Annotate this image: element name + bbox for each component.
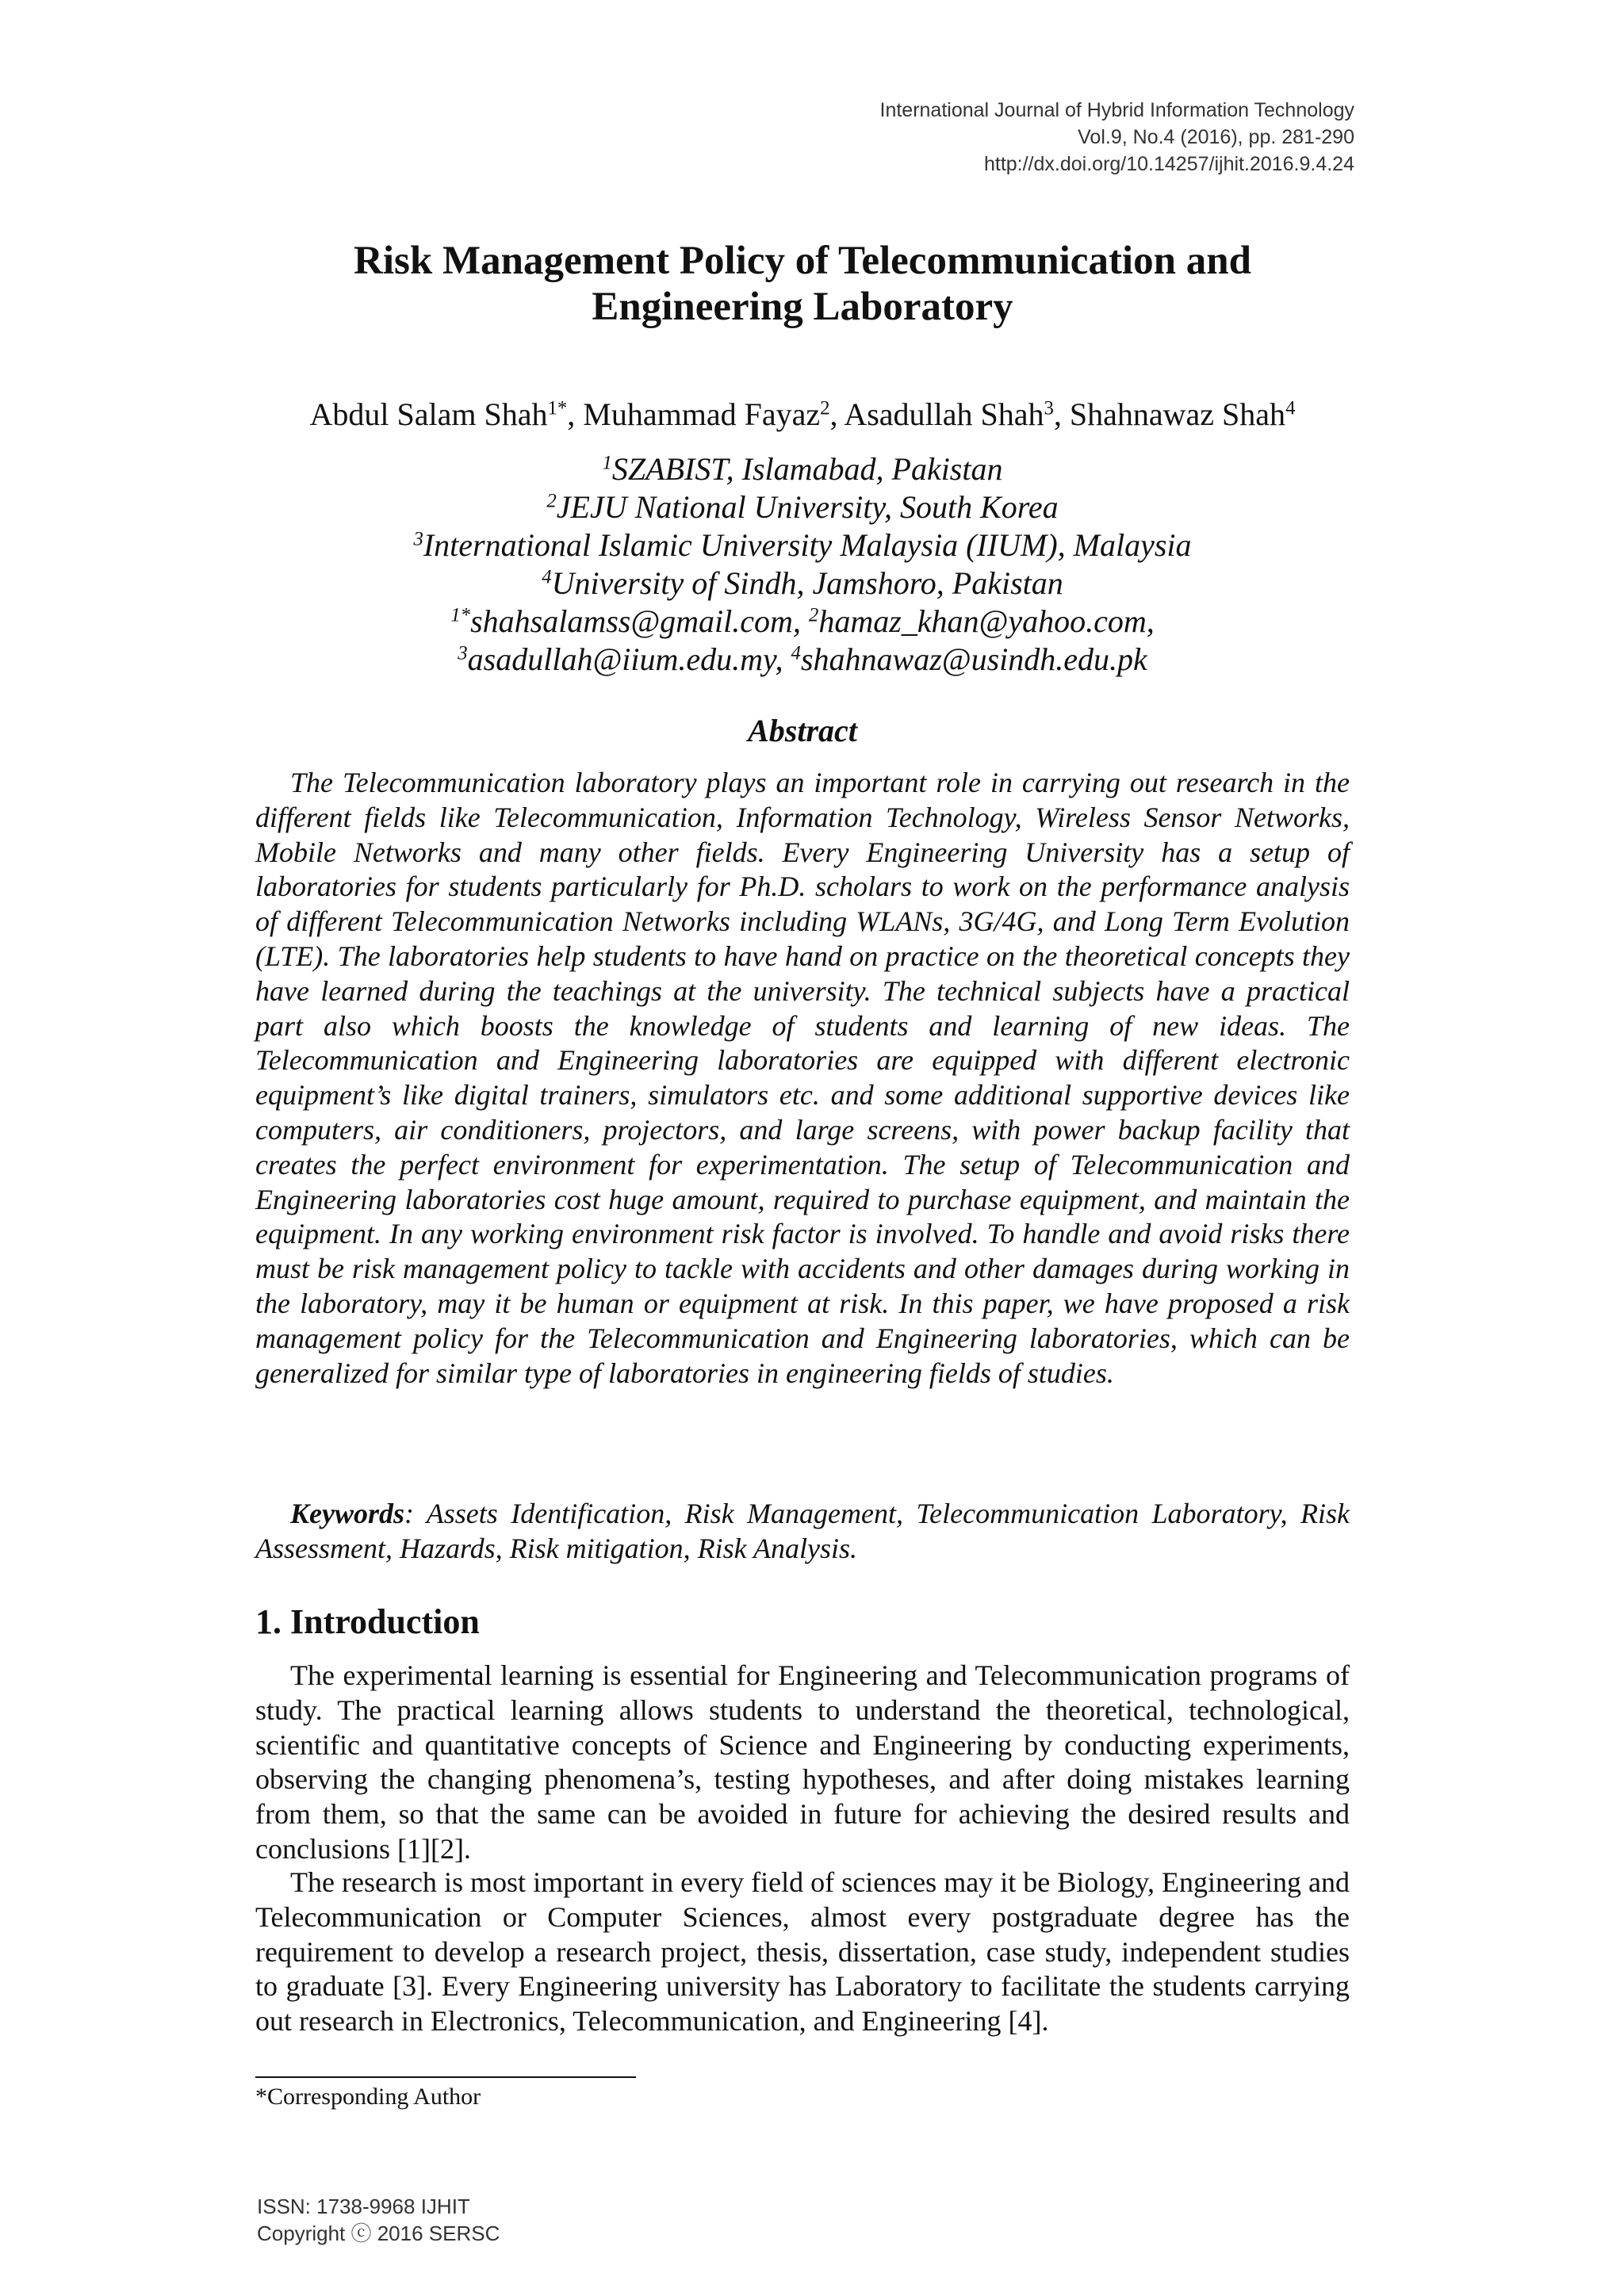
- author-mark: 2: [820, 397, 830, 419]
- affiliation-mark: 2: [546, 490, 557, 512]
- affiliation-line: [255, 450, 1350, 488]
- affiliation-block: [255, 450, 1350, 679]
- affiliation-text: JEJU National University, South Korea: [556, 489, 1059, 525]
- issn: ISSN: 1738-9968 IJHIT: [257, 2195, 470, 2218]
- affiliation-line: [255, 488, 1350, 526]
- journal-volume: Vol.9, No.4 (2016), pp. 281-290: [1078, 126, 1354, 148]
- section-heading: 1. Introduction: [255, 1602, 480, 1641]
- keywords-list: : Assets Identification, Risk Management, Telecommunication Laboratory, Risk Assessment, Hazards, Risk mitigation, Risk Analysis.: [255, 1498, 1350, 1564]
- author-mark: 3: [1044, 397, 1054, 419]
- author-mark: 1*: [547, 397, 568, 419]
- paper-title: Risk Management Policy of Telecommunication and Engineering Laboratory: [354, 239, 1251, 329]
- email-mark: 4: [791, 642, 801, 664]
- affiliation-mark: 1: [602, 452, 612, 474]
- author-list: Abdul Salam Shah$^{1*}$, Muhammad Fayaz$^2$, Asadullah Shah$^3$, Shahnawaz Shah$^4$: [309, 396, 1296, 432]
- affiliation-mark: 3: [413, 528, 423, 550]
- email-line: [255, 603, 1350, 641]
- author-name: Abdul Salam Shah: [309, 396, 548, 432]
- affiliation-text: International Islamic University Malaysia (IIUM), Malaysia: [423, 527, 1192, 563]
- journal-name: International Journal of Hybrid Information Technology: [879, 99, 1354, 121]
- email-link[interactable]: shahnawaz@usindh.edu.pk: [800, 641, 1147, 677]
- affiliation-text: SZABIST, Islamabad, Pakistan: [611, 451, 1003, 487]
- intro-paragraph: The experimental learning is essential for Engineering and Telecommunication programs of study. The practical learning allows students to understand the theoretical, technological, scientific and quantitative concepts of Science and Engineering by conducting experiments, observing the changing phenomena’s, testing hypotheses, and after doing mistakes learning from them, so that the same can be avoided in future for achieving the desired results and conclusions [1][2].: [255, 1659, 1350, 1865]
- email-link[interactable]: asadullah@iium.edu.my,: [467, 641, 783, 677]
- page-footer: [257, 2193, 500, 2247]
- email-link[interactable]: shahsalamss@gmail.com,: [470, 603, 801, 639]
- intro-paragraph: The research is most important in every field of sciences may it be Biology, Engineering and Telecommunication or Computer Sciences, almost every postgraduate degree has the requirement to develop a research project, thesis, dissertation, case study, independent studies to graduate [3]. Every Engineering university has Laboratory to facilitate the students carrying out research in Electronics, Telecommunication, and Engineering [4].: [255, 1866, 1350, 2038]
- journal-header: [880, 97, 1355, 178]
- affiliation-mark: 4: [542, 566, 552, 588]
- author-name: Asadullah Shah: [844, 396, 1044, 432]
- email-mark: 3: [458, 642, 468, 664]
- abstract-text: The Telecommunication laboratory plays an important role in carrying out research in the different fields like Telecommunication, Information Technology, Wireless Sensor Networks, Mobile Networks and many other fields. Every Engineering University has a setup of laboratories for students particularly for Ph.D. scholars to work on the performance analysis of different Telecommunication Networks including WLANs, 3G/4G, and Long Term Evolution (LTE). The laboratories help students to have hand on practice on the theoretical concepts they have learned during the teachings at the university. The technical subjects have a practical part also which boosts the knowledge of students and learning of new ideas. The Telecommunication and Engineering laboratories are equipped with different electronic equipment’s like digital trainers, simulators etc. and some additional supportive devices like computers, air conditioners, projectors, and large screens, with power backup facility that creates the perfect environment for experimentation. The setup of Telecommunication and Engineering laboratories cost huge amount, required to purchase equipment, and maintain the equipment. In any working environment risk factor is involved. To handle and avoid risks there must be risk management policy to tackle with accidents and other damages during working in the laboratory, may it be human or equipment at risk. In this paper, we have proposed a risk management policy for the Telecommunication and Engineering laboratories, which can be generalized for similar type of laboratories in engineering fields of studies.: [255, 767, 1350, 1389]
- copyright: Copyright ⓒ 2016 SERSC: [257, 2221, 500, 2245]
- email-mark: 1*: [450, 604, 471, 626]
- author-name: Muhammad Fayaz: [583, 396, 821, 432]
- journal-doi[interactable]: http://dx.doi.org/10.14257/ijhit.2016.9.4.24: [983, 153, 1354, 175]
- email-line: [255, 641, 1350, 679]
- affiliation-line: [255, 526, 1350, 564]
- affiliation-text: University of Sindh, Jamshoro, Pakistan: [551, 565, 1063, 601]
- author-mark: 4: [1285, 397, 1296, 419]
- email-mark: 2: [808, 604, 819, 626]
- keywords-label: Keywords: [290, 1498, 404, 1529]
- abstract-heading: Abstract: [748, 713, 857, 748]
- email-link[interactable]: hamaz_khan@yahoo.com,: [818, 603, 1155, 639]
- footnote: *Corresponding Author: [255, 2084, 481, 2110]
- author-name: Shahnawaz Shah: [1069, 396, 1286, 432]
- affiliation-line: [255, 564, 1350, 603]
- keywords: [255, 1497, 1350, 1567]
- footnote-divider: [255, 2076, 636, 2078]
